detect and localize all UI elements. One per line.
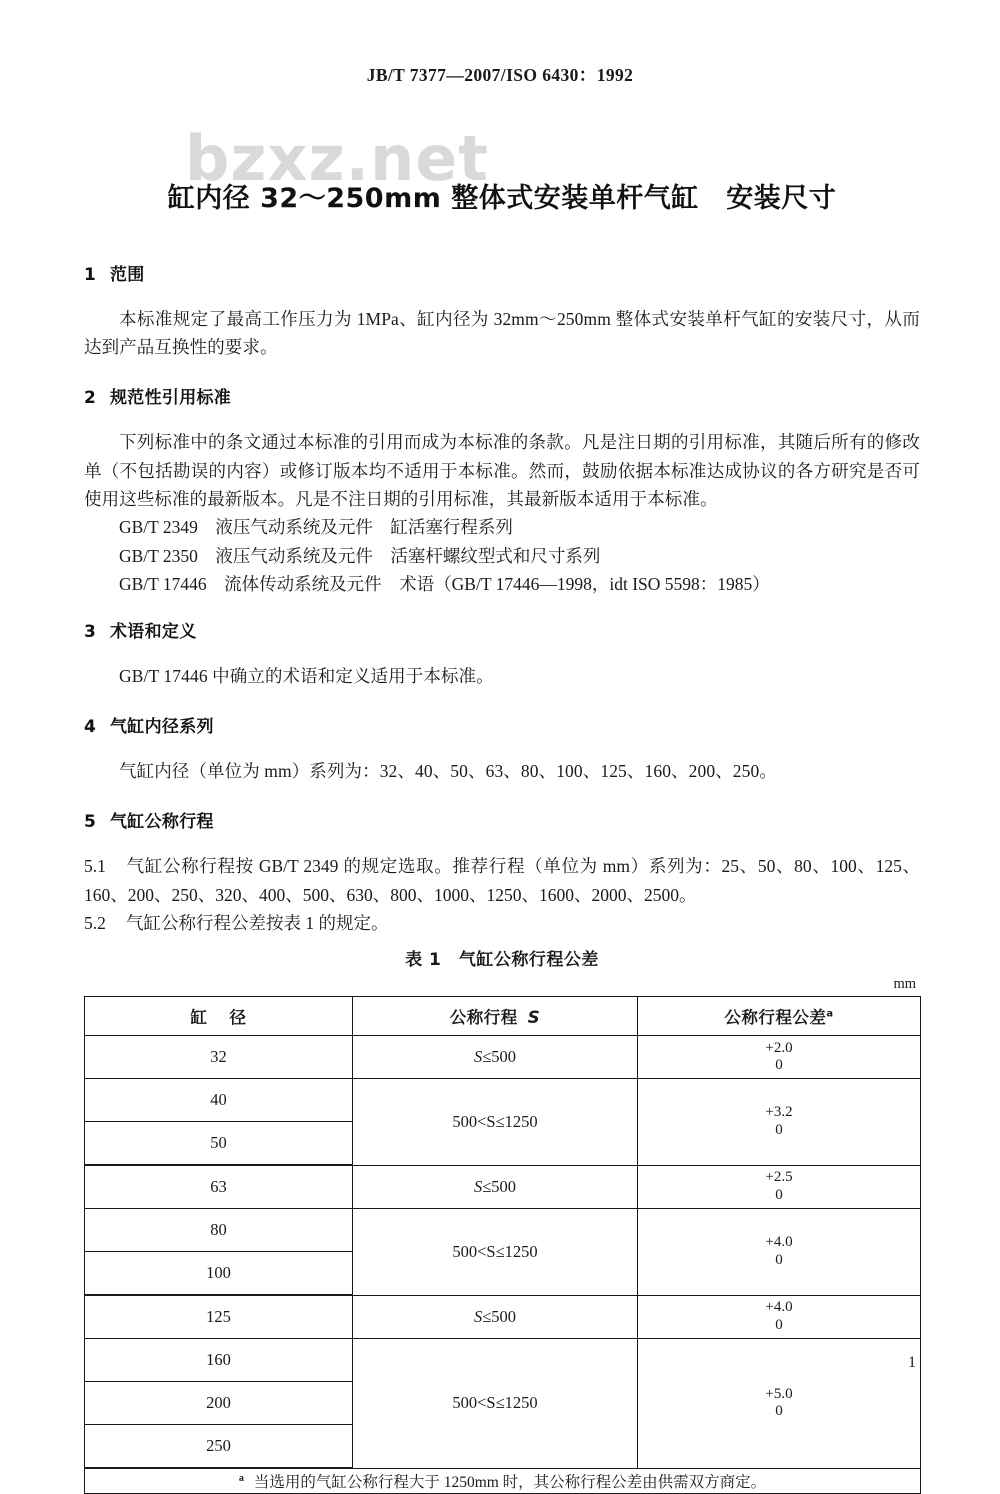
cell-tolerance-upper: +4.0 [765,1234,793,1251]
cell-tolerance-lower: 0 [775,1121,783,1138]
section-number-3: 3 [84,621,97,642]
section-2-paragraph: 下列标准中的条文通过本标准的引用而成为本标准的条款。凡是注日期的引用标准，其随后所有的修改单（不包括勘误的内容）或修订版本均不适用于本标准。然而，鼓励依据本标准达成协议的各方研究是否可使用这些标准的最新版本。凡是不注日期的引用标准，其最新版本适用于本标准。 [84,432,920,510]
footnote-marker-icon: a [826,1008,834,1020]
watermark-text: bzxz.net [185,122,489,195]
list-item: GB/T 2350 液压气动系统及元件 活塞杆螺纹型式和尺寸系列 [119,545,601,566]
cell-stroke-pre: 500<S [452,1393,496,1413]
clause-number-5-2: 5.2 [84,912,106,933]
section-heading-5 [84,807,920,832]
table-row [85,1036,921,1079]
table-footnote-row [85,1468,921,1494]
section-heading-1 [84,260,920,285]
section-title-5: 气缸公称行程 [110,812,214,833]
column-header-bore-char1: 缸 [190,1008,208,1028]
section-title-2: 规范性引用标准 [110,388,232,409]
section-1-paragraph: 本标准规定了最高工作压力为 1MPa、缸内径为 32mm～250mm 整体式安装单杆气缸的安装尺寸，从而达到产品互换性的要求。 [84,308,920,358]
section-title-4: 气缸内径系列 [110,716,214,737]
cell-stroke-post: ≤1250 [495,1111,538,1131]
cell-tolerance-upper: +3.2 [765,1104,793,1121]
cell-stroke [353,1079,638,1166]
document-content [84,0,920,1494]
table-row [85,1079,921,1122]
cell-bore: 250 [85,1425,353,1469]
list-item: GB/T 2349 液压气动系统及元件 缸活塞行程系列 [119,517,513,538]
section-title-3: 术语和定义 [110,621,197,642]
running-header-standard-code: JB/T 7377—2007/ISO 6430：1992 [366,65,634,85]
column-header-bore-char2: 径 [229,1008,247,1028]
column-header-stroke [353,997,638,1036]
cell-bore: 80 [85,1209,353,1252]
table-footnote [85,1468,921,1494]
cell-stroke-post: ≤500 [482,1306,517,1326]
section-number-4: 4 [84,716,97,737]
section-number-1: 1 [84,264,97,285]
cell-stroke-pre: S [473,1047,483,1067]
cell-stroke [353,1036,638,1079]
cell-bore: 50 [85,1122,353,1166]
cell-stroke-pre: S [473,1176,483,1196]
stroke-tolerance-table [84,996,921,1494]
column-header-stroke-label: 公称行程 [449,1008,518,1028]
section-title-1: 范围 [110,264,145,285]
cell-stroke-pre: 500<S [452,1241,496,1261]
cell-stroke [353,1295,638,1339]
cell-tolerance-lower: 0 [775,1186,783,1203]
table-row [85,1295,921,1339]
section-3-paragraph: GB/T 17446 中确立的术语和定义适用于本标准。 [119,665,494,686]
table-row [85,1339,921,1382]
section-4-paragraph: 气缸内径（单位为 mm）系列为：32、40、50、63、80、100、125、160、200、250。 [119,760,777,781]
cell-bore: 40 [85,1079,353,1122]
cell-tolerance-upper: +2.0 [765,1039,793,1056]
clause-number-5-1: 5.1 [84,856,106,877]
section-heading-2 [84,383,920,408]
normative-reference-list [84,513,920,598]
column-header-bore [85,997,353,1036]
section-heading-4 [84,712,920,737]
cell-tolerance-upper: +4.0 [765,1299,793,1316]
column-header-stroke-symbol: S [527,1008,541,1028]
cell-tolerance-upper: +2.5 [765,1169,793,1186]
cell-tolerance-lower: 0 [775,1403,783,1420]
cell-tolerance [638,1165,921,1209]
column-header-tolerance-label: 公称行程公差 [724,1008,827,1028]
cell-tolerance [638,1209,921,1296]
clause-5-2-text: 气缸公称行程公差按表 1 的规定。 [126,912,389,933]
footnote-marker-icon: a [238,1473,244,1485]
cell-stroke [353,1339,638,1469]
cell-tolerance-lower: 0 [775,1057,783,1074]
cell-bore: 32 [85,1036,353,1079]
clause-5-2 [84,909,920,937]
cell-stroke [353,1165,638,1209]
column-header-tolerance [638,997,921,1036]
table-unit-label: mm [893,976,916,993]
table-header-row [85,997,921,1036]
table-caption: 表 1 气缸公称行程公差 [405,950,599,971]
cell-stroke-post: ≤500 [482,1047,517,1067]
cell-tolerance [638,1295,921,1339]
list-item: GB/T 17446 流体传动系统及元件 术语（GB/T 17446—1998，idt ISO 5598：1985） [119,574,770,595]
page-number: 1 [908,1354,916,1371]
cell-bore: 125 [85,1295,353,1339]
cell-stroke-pre: S [473,1306,483,1326]
cell-stroke-pre: 500<S [452,1111,496,1131]
table-body [85,1036,921,1494]
clause-5-1-text: 气缸公称行程按 GB/T 2349 的规定选取。推荐行程（单位为 mm）系列为：25、50、80、100、125、160、200、250、320、400、500、630、800、1000、1250、1600、2000、2500。 [84,856,920,905]
cell-stroke-post: ≤1250 [495,1393,538,1413]
table-footnote-text: 当选用的气缸公称行程大于 1250mm 时，其公称行程公差由供需双方商定。 [253,1474,767,1492]
cell-bore: 160 [85,1339,353,1382]
cell-tolerance-lower: 0 [775,1251,783,1268]
cell-tolerance-lower: 0 [775,1316,783,1333]
cell-bore: 100 [85,1252,353,1296]
cell-stroke-post: ≤1250 [495,1241,538,1261]
cell-stroke-post: ≤500 [482,1176,517,1196]
page-title: 缸内径 32～250mm 整体式安装单杆气缸 安装尺寸 [167,183,837,214]
section-number-2: 2 [84,388,97,409]
clause-5-1 [84,852,920,909]
table-row [85,1209,921,1252]
cell-bore: 200 [85,1382,353,1425]
section-number-5: 5 [84,812,97,833]
table-row [85,1165,921,1209]
cell-tolerance-upper: +5.0 [765,1385,793,1402]
cell-stroke [353,1209,638,1296]
cell-tolerance [638,1079,921,1166]
section-heading-3 [84,617,920,642]
cell-tolerance [638,1339,921,1469]
cell-tolerance [638,1036,921,1079]
cell-bore: 63 [85,1165,353,1209]
